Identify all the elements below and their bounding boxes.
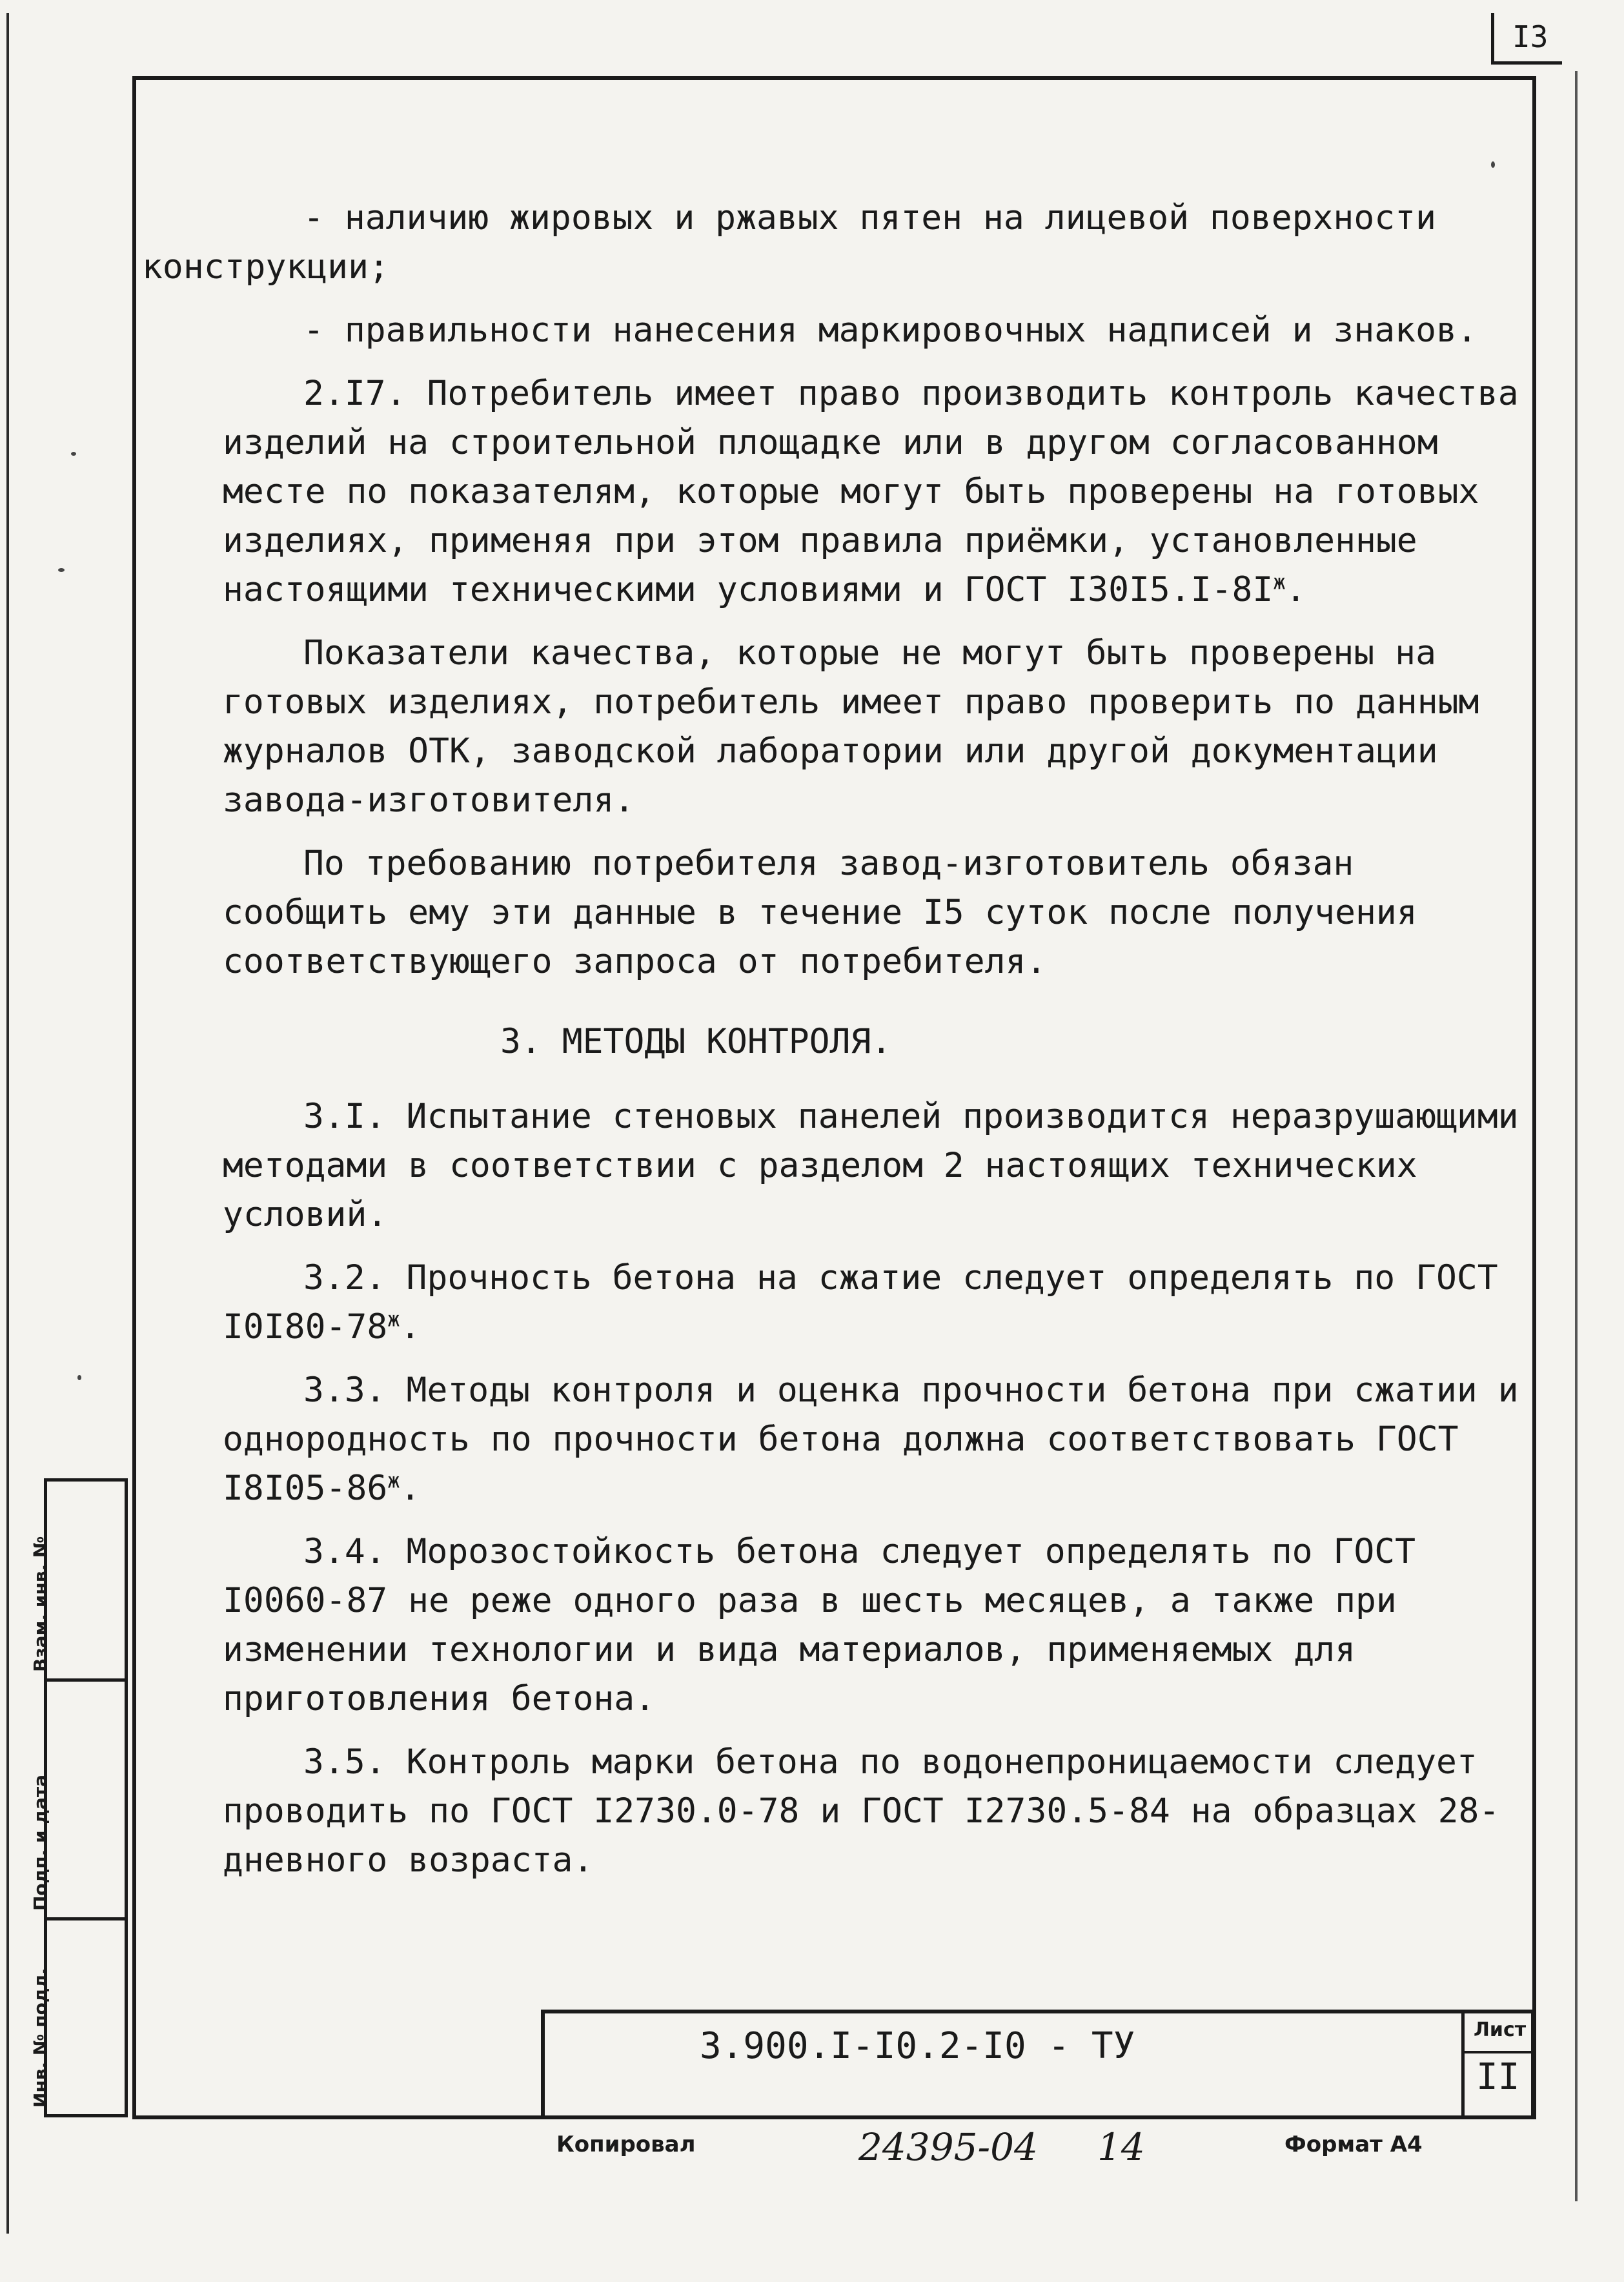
paragraph-3-5: 3.5. Контроль марки бетона по водонепроницаемости следует проводить по ГОСТ I2730.0-78 и ГОСТ I2730.5-84 на образцах 28-дневного возраста. — [223, 1742, 1500, 1880]
paragraph-3-3: 3.3. Методы контроля и оценка прочности бетона при сжатии и однородность по прочности бетона должна соответствовать ГОСТ $I8I05-86^ж$. — [223, 1370, 1519, 1508]
paragraph-3-1: 3.I. Испытание стеновых панелей производится неразрушающими методами в соответствии с разделом 2 настоящих технических условий. — [223, 1097, 1519, 1234]
left-margin-rule — [6, 13, 9, 2234]
stamp-label-inv-dupl: Взам. инв. № — [30, 1536, 51, 1672]
stamp-label-sign-date: Подп. и дата — [30, 1774, 51, 1911]
scan-speck — [58, 568, 65, 572]
sheet-number: II — [1476, 2056, 1520, 2098]
document-body — [142, 194, 1523, 1899]
paragraph-quality-indicators: Показатели качества, которые не могут быть проверены на готовых изделиях, потребитель имеет право проверить по данным журналов ОТК, заводской лаборатории или другой документации завода-изготовителя. — [223, 633, 1479, 820]
paragraph-3-2: 3.2. Прочность бетона на сжатие следует определять по ГОСТ $I0I80-78^ж$. — [223, 1258, 1498, 1347]
title-block — [541, 2010, 1535, 2119]
paragraph-manufacturer-request: По требованию потребителя завод-изготовитель обязан сообщить ему эти данные в течение I5 суток после получения соответствующего запроса от потребителя. — [223, 844, 1417, 981]
sheet-label: Лист — [1474, 2019, 1527, 2041]
scan-speck — [1491, 161, 1495, 168]
stamp-label-inv-orig: Инв. № подл. — [30, 1968, 51, 2108]
format-label: Формат А4 — [1284, 2132, 1423, 2157]
right-margin-rule — [1575, 71, 1578, 2201]
section-3-title: 3. МЕТОДЫ КОНТРОЛЯ. — [500, 1022, 892, 1061]
page-number: I3 — [1512, 19, 1548, 54]
paragraph-3-4: 3.4. Морозостойкость бетона следует определять по ГОСТ I0060-87 не реже одного раза в шесть месяцев, а также при изменении технологии и вида материалов, применяемых для приготовления бетона. — [223, 1532, 1416, 1718]
stamp-cell-inv-orig — [30, 1920, 125, 2114]
handwritten-number: 24395-04 — [858, 2125, 1038, 2169]
footer — [0, 2125, 1624, 2182]
line-grease-stains: - наличию жировых и ржавых пятен на лицевой поверхности конструкции; — [142, 198, 1436, 287]
scan-speck — [77, 1375, 81, 1380]
scan-speck — [71, 452, 76, 456]
document-code: 3.900.I-I0.2-I0 - ТУ — [700, 2025, 1135, 2067]
paragraph-2-17: 2.I7. Потребитель имеет право производить контроль качества изделий на строительной площадке или в другом согласованном месте по показателям, которые могут быть проверены на готовых изделиях, применяя при этом правила приёмки, установленные настоящими техническими условиями и ГОСТ $I30I5.I-8I^ж$. — [223, 374, 1519, 609]
handwritten-page: 14 — [1097, 2125, 1145, 2169]
stamp-cell-sign-date — [30, 1682, 125, 1920]
side-stamp-block — [30, 1478, 128, 2117]
copied-label: Копировал — [556, 2132, 696, 2157]
page-number-box — [1491, 13, 1562, 65]
line-marking: - правильности нанесения маркировочных надписей и знаков. — [303, 311, 1477, 350]
stamp-cell-inv-dupl — [30, 1482, 125, 1682]
sheet-column — [1461, 2013, 1531, 2115]
sheet-divider — [1465, 2051, 1531, 2053]
